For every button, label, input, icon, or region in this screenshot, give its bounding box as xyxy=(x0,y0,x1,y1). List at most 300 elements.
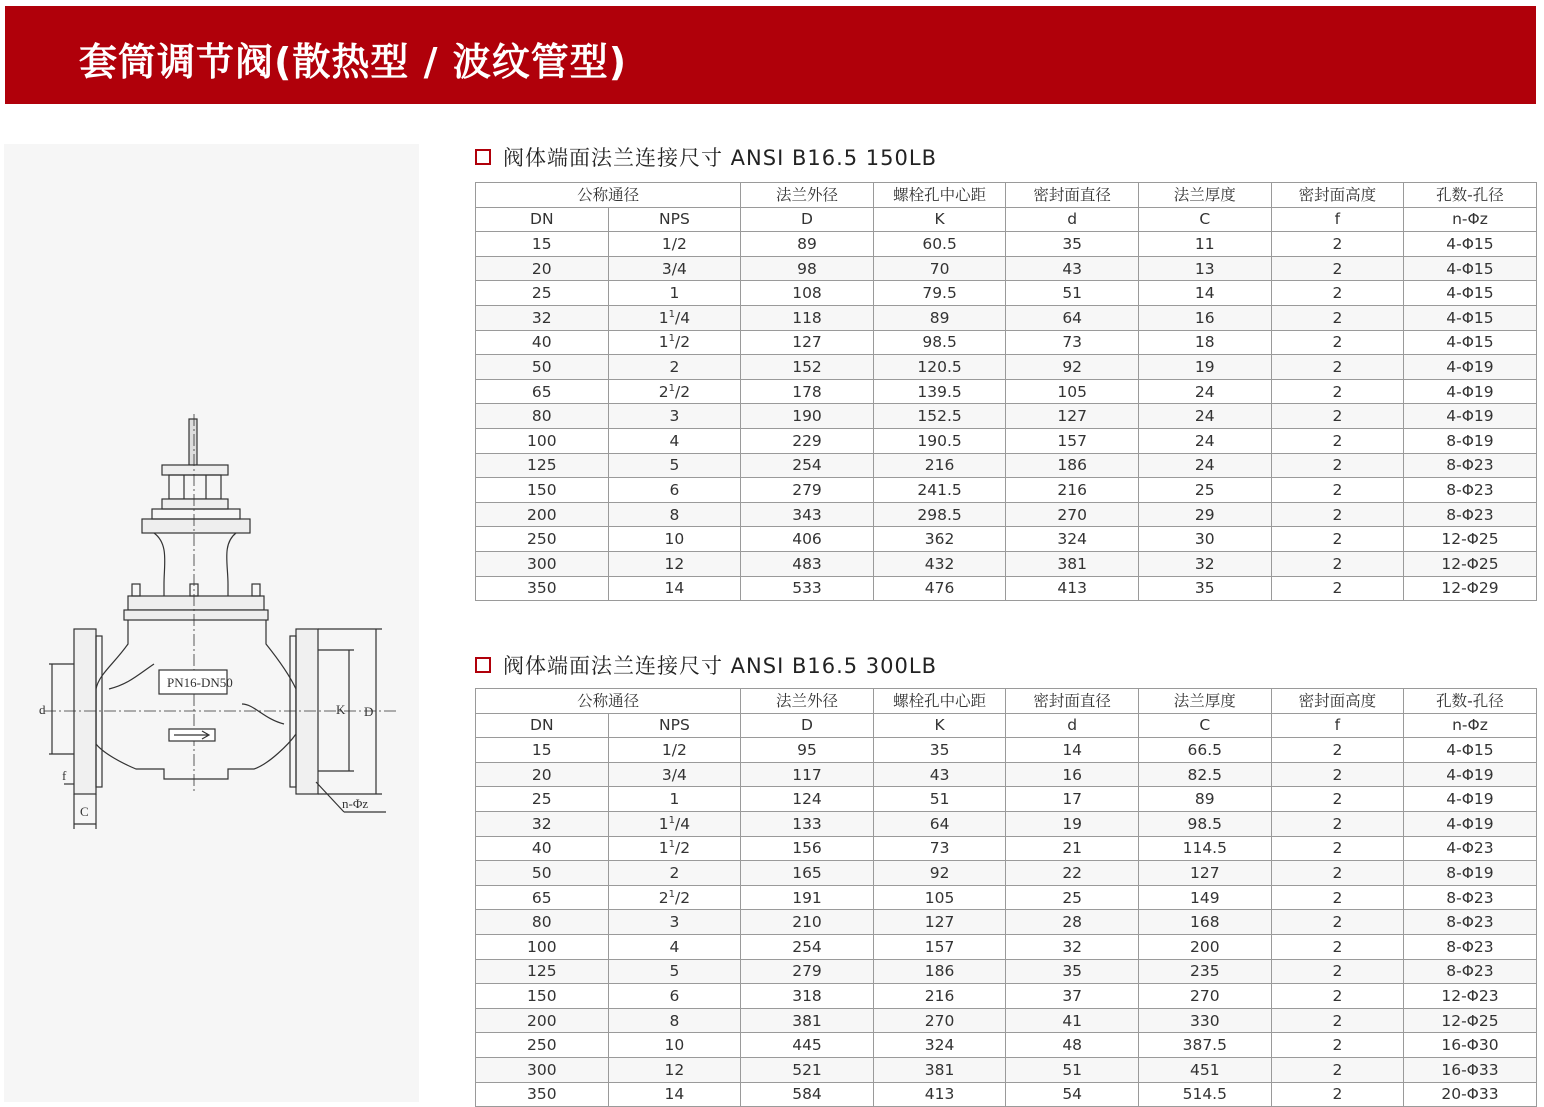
table-row xyxy=(476,984,1537,1009)
cell-nps xyxy=(608,305,741,330)
cell-d: 324 xyxy=(1006,527,1139,552)
cell-nz: 12-Φ23 xyxy=(1404,984,1537,1009)
cell-c: 127 xyxy=(1138,861,1271,886)
section-title-300lb: 阀体端面法兰连接尺寸 ANSI B16.5 300LB xyxy=(503,654,937,678)
nps-whole: 2 xyxy=(658,382,669,401)
cell-k: 152.5 xyxy=(873,404,1006,429)
cell-dn: 250 xyxy=(476,1033,609,1058)
cell-dn: 150 xyxy=(476,478,609,503)
cell-c: 29 xyxy=(1138,502,1271,527)
symbol-K: K xyxy=(873,713,1006,738)
cell-nz: 4-Φ19 xyxy=(1404,404,1537,429)
cell-nps: 6 xyxy=(608,478,741,503)
cell-d: 318 xyxy=(741,984,874,1009)
cell-d: 254 xyxy=(741,453,874,478)
cell-c: 25 xyxy=(1138,478,1271,503)
table-row xyxy=(476,787,1537,812)
table-row xyxy=(476,281,1537,306)
nps-whole: 1 xyxy=(658,839,669,858)
table-body-300lb xyxy=(476,738,1537,1107)
cell-d: 133 xyxy=(741,811,874,836)
table-row xyxy=(476,478,1537,503)
cell-nps xyxy=(608,836,741,861)
cell-f: 2 xyxy=(1271,232,1404,257)
symbol-dn: DN xyxy=(476,713,609,738)
cell-d: 35 xyxy=(1006,959,1139,984)
cell-c: 24 xyxy=(1138,379,1271,404)
cell-dn: 100 xyxy=(476,934,609,959)
cell-f: 2 xyxy=(1271,551,1404,576)
cell-d: 381 xyxy=(741,1008,874,1033)
cell-k: 89 xyxy=(873,305,1006,330)
cell-c: 35 xyxy=(1138,576,1271,601)
nps-fraction: /4 xyxy=(674,308,691,327)
nps-whole: 1 xyxy=(658,333,669,352)
cell-k: 73 xyxy=(873,836,1006,861)
table-row xyxy=(476,1057,1537,1082)
cell-k: 432 xyxy=(873,551,1006,576)
symbol-f: f xyxy=(1271,207,1404,232)
table-row xyxy=(476,885,1537,910)
cell-d: 381 xyxy=(1006,551,1139,576)
cell-dn: 300 xyxy=(476,551,609,576)
table-row xyxy=(476,836,1537,861)
symbol-nz: n-Φz xyxy=(1404,207,1537,232)
cell-c: 89 xyxy=(1138,787,1271,812)
cell-nps: 5 xyxy=(608,959,741,984)
nameplate-text: PN16-DN50 xyxy=(167,675,233,690)
cell-d: 51 xyxy=(1006,1057,1139,1082)
nps-numerator: 1 xyxy=(668,308,675,320)
cell-f: 2 xyxy=(1271,1033,1404,1058)
cell-d: 21 xyxy=(1006,836,1139,861)
cell-dn: 20 xyxy=(476,256,609,281)
cell-c: 32 xyxy=(1138,551,1271,576)
table-row xyxy=(476,355,1537,380)
cell-d: 254 xyxy=(741,934,874,959)
cell-c: 235 xyxy=(1138,959,1271,984)
cell-dn: 32 xyxy=(476,305,609,330)
cell-f: 2 xyxy=(1271,502,1404,527)
cell-d: 54 xyxy=(1006,1082,1139,1107)
cell-f: 2 xyxy=(1271,305,1404,330)
nps-fraction: /2 xyxy=(674,839,691,858)
cell-d: 17 xyxy=(1006,787,1139,812)
cell-d: 22 xyxy=(1006,861,1139,886)
cell-c: 451 xyxy=(1138,1057,1271,1082)
cell-nz: 12-Φ25 xyxy=(1404,1008,1537,1033)
cell-k: 241.5 xyxy=(873,478,1006,503)
cell-dn: 40 xyxy=(476,836,609,861)
symbol-K: K xyxy=(873,207,1006,232)
cell-d: 95 xyxy=(741,738,874,763)
cell-dn: 65 xyxy=(476,885,609,910)
cell-dn: 300 xyxy=(476,1057,609,1082)
cell-d: 118 xyxy=(741,305,874,330)
cell-nz: 8-Φ19 xyxy=(1404,861,1537,886)
cell-nz: 4-Φ15 xyxy=(1404,256,1537,281)
header-holes: 孔数-孔径 xyxy=(1404,183,1537,208)
dim-label-d: d xyxy=(39,702,46,717)
table-row xyxy=(476,256,1537,281)
title-banner xyxy=(5,6,1536,104)
cell-dn: 200 xyxy=(476,502,609,527)
cell-k: 105 xyxy=(873,885,1006,910)
cell-nz: 12-Φ25 xyxy=(1404,527,1537,552)
dim-label-hole: n-Φz xyxy=(342,796,369,811)
cell-d: 117 xyxy=(741,762,874,787)
cell-nz: 16-Φ30 xyxy=(1404,1033,1537,1058)
cell-nz: 12-Φ29 xyxy=(1404,576,1537,601)
cell-nz: 16-Φ33 xyxy=(1404,1057,1537,1082)
cell-nps: 5 xyxy=(608,453,741,478)
header-seal-dia: 密封面直径 xyxy=(1006,183,1139,208)
header-seal-dia: 密封面直径 xyxy=(1006,689,1139,714)
cell-d: 89 xyxy=(741,232,874,257)
cell-k: 120.5 xyxy=(873,355,1006,380)
valve-drawing-panel xyxy=(4,144,419,1102)
cell-c: 82.5 xyxy=(1138,762,1271,787)
cell-k: 476 xyxy=(873,576,1006,601)
cell-c: 24 xyxy=(1138,453,1271,478)
cell-dn: 50 xyxy=(476,355,609,380)
cell-dn: 125 xyxy=(476,453,609,478)
cell-c: 514.5 xyxy=(1138,1082,1271,1107)
symbol-f: f xyxy=(1271,713,1404,738)
cell-nps: 1 xyxy=(608,787,741,812)
cell-dn: 40 xyxy=(476,330,609,355)
cell-d: 191 xyxy=(741,885,874,910)
cell-nps: 14 xyxy=(608,576,741,601)
nps-fraction: /4 xyxy=(674,814,691,833)
cell-c: 13 xyxy=(1138,256,1271,281)
cell-c: 114.5 xyxy=(1138,836,1271,861)
cell-k: 70 xyxy=(873,256,1006,281)
cell-dn: 65 xyxy=(476,379,609,404)
cell-k: 381 xyxy=(873,1057,1006,1082)
section-header-300lb xyxy=(475,650,937,680)
cell-k: 43 xyxy=(873,762,1006,787)
cell-nz: 12-Φ25 xyxy=(1404,551,1537,576)
header-seal-height: 密封面高度 xyxy=(1271,689,1404,714)
cell-dn: 15 xyxy=(476,232,609,257)
cell-nps: 2 xyxy=(608,355,741,380)
cell-f: 2 xyxy=(1271,1082,1404,1107)
cell-nz: 4-Φ15 xyxy=(1404,281,1537,306)
symbol-nps: NPS xyxy=(608,207,741,232)
cell-c: 24 xyxy=(1138,404,1271,429)
cell-d: 124 xyxy=(741,787,874,812)
cell-nps: 4 xyxy=(608,428,741,453)
cell-f: 2 xyxy=(1271,428,1404,453)
cell-dn: 80 xyxy=(476,404,609,429)
cell-nps: 2 xyxy=(608,861,741,886)
section-header-150lb xyxy=(475,142,937,172)
cell-nz: 20-Φ33 xyxy=(1404,1082,1537,1107)
cell-f: 2 xyxy=(1271,355,1404,380)
cell-k: 60.5 xyxy=(873,232,1006,257)
cell-d: 533 xyxy=(741,576,874,601)
cell-dn: 25 xyxy=(476,787,609,812)
cell-nps: 10 xyxy=(608,527,741,552)
cell-nps: 3 xyxy=(608,404,741,429)
table-body-150lb xyxy=(476,232,1537,601)
table-row xyxy=(476,453,1537,478)
table-row xyxy=(476,861,1537,886)
cell-nz: 4-Φ19 xyxy=(1404,787,1537,812)
cell-d: 157 xyxy=(1006,428,1139,453)
header-nominal: 公称通径 xyxy=(476,183,741,208)
table-row xyxy=(476,1082,1537,1107)
cell-dn: 20 xyxy=(476,762,609,787)
cell-dn: 125 xyxy=(476,959,609,984)
cell-d: 105 xyxy=(1006,379,1139,404)
cell-d: 127 xyxy=(1006,404,1139,429)
cell-dn: 80 xyxy=(476,910,609,935)
table-row xyxy=(476,910,1537,935)
cell-k: 92 xyxy=(873,861,1006,886)
symbol-dn: DN xyxy=(476,207,609,232)
cell-d: 186 xyxy=(1006,453,1139,478)
cell-c: 270 xyxy=(1138,984,1271,1009)
cell-d: 156 xyxy=(741,836,874,861)
cell-c: 19 xyxy=(1138,355,1271,380)
cell-d: 92 xyxy=(1006,355,1139,380)
cell-nz: 4-Φ15 xyxy=(1404,305,1537,330)
cell-k: 298.5 xyxy=(873,502,1006,527)
cell-f: 2 xyxy=(1271,910,1404,935)
table-row xyxy=(476,527,1537,552)
symbol-C: C xyxy=(1138,207,1271,232)
cell-d: 279 xyxy=(741,478,874,503)
cell-nz: 4-Φ19 xyxy=(1404,355,1537,380)
cell-nps xyxy=(608,811,741,836)
cell-k: 186 xyxy=(873,959,1006,984)
cell-c: 200 xyxy=(1138,934,1271,959)
cell-k: 127 xyxy=(873,910,1006,935)
cell-f: 2 xyxy=(1271,281,1404,306)
table-row xyxy=(476,738,1537,763)
flange-table-300lb xyxy=(475,688,1537,1107)
symbol-nz: n-Φz xyxy=(1404,713,1537,738)
cell-nz: 8-Φ23 xyxy=(1404,910,1537,935)
cell-d: 64 xyxy=(1006,305,1139,330)
cell-dn: 150 xyxy=(476,984,609,1009)
cell-nz: 8-Φ19 xyxy=(1404,428,1537,453)
cell-f: 2 xyxy=(1271,256,1404,281)
symbol-nps: NPS xyxy=(608,713,741,738)
table-row xyxy=(476,576,1537,601)
cell-c: 387.5 xyxy=(1138,1033,1271,1058)
cell-nz: 4-Φ19 xyxy=(1404,811,1537,836)
cell-dn: 100 xyxy=(476,428,609,453)
cell-c: 30 xyxy=(1138,527,1271,552)
cell-k: 51 xyxy=(873,787,1006,812)
cell-f: 2 xyxy=(1271,984,1404,1009)
cell-nz: 4-Φ15 xyxy=(1404,738,1537,763)
cell-c: 24 xyxy=(1138,428,1271,453)
nps-numerator: 1 xyxy=(668,888,675,900)
cell-d: 445 xyxy=(741,1033,874,1058)
cell-k: 362 xyxy=(873,527,1006,552)
table-row xyxy=(476,762,1537,787)
cell-f: 2 xyxy=(1271,330,1404,355)
cell-k: 216 xyxy=(873,984,1006,1009)
table-row xyxy=(476,934,1537,959)
cell-nps: 6 xyxy=(608,984,741,1009)
cell-f: 2 xyxy=(1271,738,1404,763)
cell-k: 79.5 xyxy=(873,281,1006,306)
table-row xyxy=(476,811,1537,836)
header-flange-thk: 法兰厚度 xyxy=(1138,183,1271,208)
cell-nps: 12 xyxy=(608,551,741,576)
cell-f: 2 xyxy=(1271,404,1404,429)
cell-f: 2 xyxy=(1271,1008,1404,1033)
cell-dn: 50 xyxy=(476,861,609,886)
table-row xyxy=(476,551,1537,576)
cell-d: 343 xyxy=(741,502,874,527)
nps-numerator: 1 xyxy=(668,333,675,345)
cell-k: 35 xyxy=(873,738,1006,763)
cell-dn: 25 xyxy=(476,281,609,306)
cell-c: 14 xyxy=(1138,281,1271,306)
cell-f: 2 xyxy=(1271,836,1404,861)
cell-c: 18 xyxy=(1138,330,1271,355)
table-row xyxy=(476,959,1537,984)
cell-d: 279 xyxy=(741,959,874,984)
cell-f: 2 xyxy=(1271,934,1404,959)
valve-technical-drawing xyxy=(4,144,419,1102)
cell-nps: 8 xyxy=(608,502,741,527)
cell-nz: 8-Φ23 xyxy=(1404,453,1537,478)
cell-dn: 250 xyxy=(476,527,609,552)
header-bolt-circle: 螺栓孔中心距 xyxy=(873,689,1006,714)
symbol-d: d xyxy=(1006,207,1139,232)
symbol-d: d xyxy=(1006,713,1139,738)
cell-f: 2 xyxy=(1271,1057,1404,1082)
cell-d: 178 xyxy=(741,379,874,404)
cell-d: 35 xyxy=(1006,232,1139,257)
cell-nps: 8 xyxy=(608,1008,741,1033)
cell-d: 25 xyxy=(1006,885,1139,910)
cell-c: 11 xyxy=(1138,232,1271,257)
cell-nps xyxy=(608,885,741,910)
table-row xyxy=(476,428,1537,453)
cell-d: 152 xyxy=(741,355,874,380)
cell-nz: 4-Φ15 xyxy=(1404,232,1537,257)
cell-c: 66.5 xyxy=(1138,738,1271,763)
cell-f: 2 xyxy=(1271,885,1404,910)
cell-d: 43 xyxy=(1006,256,1139,281)
nps-fraction: /2 xyxy=(674,333,691,352)
cell-nps: 1/2 xyxy=(608,232,741,257)
cell-nps: 3/4 xyxy=(608,256,741,281)
table-row xyxy=(476,379,1537,404)
cell-f: 2 xyxy=(1271,811,1404,836)
cell-d: 32 xyxy=(1006,934,1139,959)
cell-d: 229 xyxy=(741,428,874,453)
cell-dn: 15 xyxy=(476,738,609,763)
cell-k: 139.5 xyxy=(873,379,1006,404)
cell-d: 216 xyxy=(1006,478,1139,503)
nps-fraction: /2 xyxy=(674,888,691,907)
cell-nz: 8-Φ23 xyxy=(1404,502,1537,527)
nps-fraction: /2 xyxy=(674,382,691,401)
cell-f: 2 xyxy=(1271,861,1404,886)
table-row xyxy=(476,232,1537,257)
cell-dn: 350 xyxy=(476,1082,609,1107)
table-row xyxy=(476,1033,1537,1058)
cell-nps: 3 xyxy=(608,910,741,935)
cell-k: 216 xyxy=(873,453,1006,478)
cell-d: 14 xyxy=(1006,738,1139,763)
cell-f: 2 xyxy=(1271,453,1404,478)
section-title-150lb: 阀体端面法兰连接尺寸 ANSI B16.5 150LB xyxy=(503,146,937,170)
cell-d: 127 xyxy=(741,330,874,355)
symbol-D: D xyxy=(741,207,874,232)
cell-k: 413 xyxy=(873,1082,1006,1107)
cell-d: 190 xyxy=(741,404,874,429)
cell-nz: 8-Φ23 xyxy=(1404,885,1537,910)
nps-numerator: 1 xyxy=(668,382,675,394)
header-flange-thk: 法兰厚度 xyxy=(1138,689,1271,714)
cell-f: 2 xyxy=(1271,959,1404,984)
cell-dn: 32 xyxy=(476,811,609,836)
cell-nz: 4-Φ23 xyxy=(1404,836,1537,861)
cell-nz: 8-Φ23 xyxy=(1404,478,1537,503)
cell-k: 190.5 xyxy=(873,428,1006,453)
table-row xyxy=(476,1008,1537,1033)
header-holes: 孔数-孔径 xyxy=(1404,689,1537,714)
header-flange-od: 法兰外径 xyxy=(741,183,874,208)
cell-c: 168 xyxy=(1138,910,1271,935)
cell-d: 48 xyxy=(1006,1033,1139,1058)
cell-f: 2 xyxy=(1271,762,1404,787)
cell-d: 16 xyxy=(1006,762,1139,787)
cell-nps: 12 xyxy=(608,1057,741,1082)
cell-dn: 350 xyxy=(476,576,609,601)
cell-nps xyxy=(608,379,741,404)
flange-table-150lb xyxy=(475,182,1537,601)
cell-d: 98 xyxy=(741,256,874,281)
cell-c: 98.5 xyxy=(1138,811,1271,836)
cell-d: 483 xyxy=(741,551,874,576)
cell-f: 2 xyxy=(1271,379,1404,404)
cell-nps: 4 xyxy=(608,934,741,959)
header-nominal: 公称通径 xyxy=(476,689,741,714)
cell-d: 73 xyxy=(1006,330,1139,355)
header-flange-od: 法兰外径 xyxy=(741,689,874,714)
dim-label-c: C xyxy=(80,804,89,819)
cell-d: 584 xyxy=(741,1082,874,1107)
cell-f: 2 xyxy=(1271,527,1404,552)
checkbox-icon xyxy=(475,657,491,673)
header-seal-height: 密封面高度 xyxy=(1271,183,1404,208)
nps-whole: 2 xyxy=(658,888,669,907)
cell-nz: 8-Φ23 xyxy=(1404,959,1537,984)
cell-d: 165 xyxy=(741,861,874,886)
cell-f: 2 xyxy=(1271,576,1404,601)
symbol-C: C xyxy=(1138,713,1271,738)
cell-k: 64 xyxy=(873,811,1006,836)
cell-d: 210 xyxy=(741,910,874,935)
nps-numerator: 1 xyxy=(668,814,675,826)
cell-d: 521 xyxy=(741,1057,874,1082)
cell-nz: 4-Φ19 xyxy=(1404,379,1537,404)
cell-f: 2 xyxy=(1271,787,1404,812)
symbol-D: D xyxy=(741,713,874,738)
checkbox-icon xyxy=(475,149,491,165)
